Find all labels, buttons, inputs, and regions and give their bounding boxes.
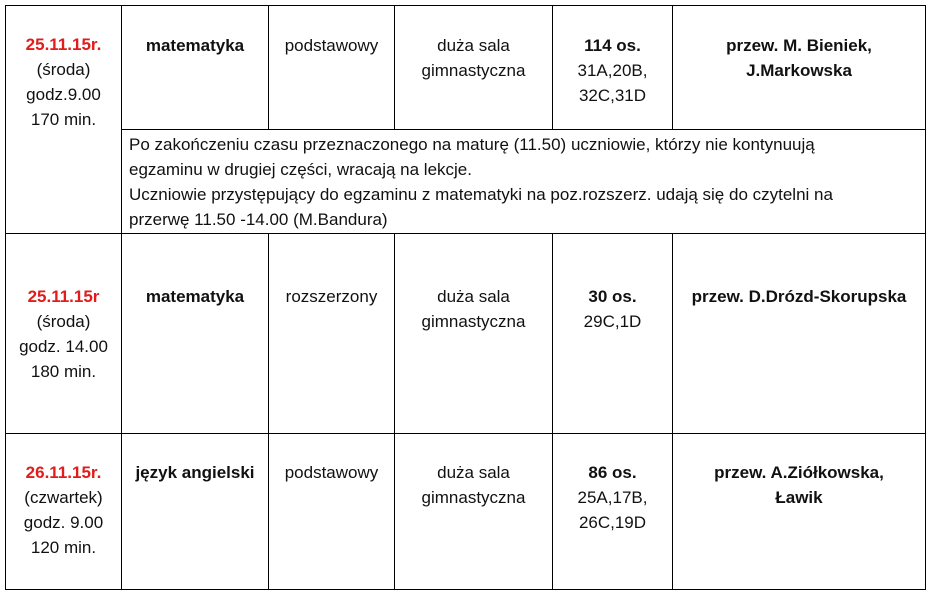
exam-subject: język angielski [135,463,255,482]
subject-cell [122,234,269,434]
exam-room: duża sala [437,287,510,306]
level-cell [269,234,395,434]
committee-chair: przew. A.Ziółkowska, [714,463,884,482]
level-cell [269,6,395,130]
class-list: 29C,1D [583,312,642,331]
note-line: przerwę 11.50 -14.00 (M.Bandura) [129,210,388,229]
exam-room: duża sala [437,36,510,55]
exam-schedule-table [5,5,926,590]
student-count: 86 os. [588,463,637,482]
room-cell [395,6,553,130]
students-cell [553,234,673,434]
exam-day: (czwartek) [24,488,103,507]
exam-subject: matematyka [145,287,245,306]
class-list-line2: 32C,31D [578,86,647,105]
exam-subject: matematyka [145,36,245,55]
exam-date: 26.11.15r. [25,463,102,482]
exam-day: (środa) [36,60,91,79]
note-row [6,130,926,234]
committee-chair: przew. M. Bieniek, [726,36,872,55]
student-count: 114 os. [584,36,641,55]
class-list: 25A,17B, [577,488,648,507]
subject-cell [122,6,269,130]
committee-chair: przew. D.Drózd-Skorupska [691,287,907,306]
date-cell [6,234,122,434]
exam-date: 25.11.15r [27,287,100,306]
class-list-line2: 26C,19D [578,513,647,532]
exam-room-line2: gimnastyczna [421,61,526,80]
exam-room-line2: gimnastyczna [421,488,526,507]
exam-time: godz.9.00 [26,85,101,104]
students-cell [553,434,673,590]
table-row [6,434,926,590]
exam-level: podstawowy [284,36,379,55]
date-cell [6,434,122,590]
exam-duration: 180 min. [30,362,97,381]
committee-chair-line2: J.Markowska [746,61,852,80]
exam-level: rozszerzony [285,287,378,306]
student-count: 30 os. [588,287,637,306]
committee-chair-line2: Ławik [775,488,823,507]
exam-time: godz. 9.00 [23,513,104,532]
exam-room-line2: gimnastyczna [421,312,526,331]
exam-date: 25.11.15r. [25,35,102,54]
room-cell [395,434,553,590]
exam-duration: 170 min. [30,110,97,129]
students-cell [553,6,673,130]
chair-cell [673,434,926,590]
chair-cell [673,234,926,434]
exam-duration: 120 min. [30,538,97,557]
exam-day: (środa) [36,312,91,331]
date-cell [6,6,122,234]
exam-room: duża sala [437,463,510,482]
table-row [6,234,926,434]
room-cell [395,234,553,434]
note-cell [122,130,926,234]
note-line: Po zakończeniu czasu przeznaczonego na maturę (11.50) uczniowie, którzy nie kontynuują [129,135,815,154]
exam-time: godz. 14.00 [19,337,108,356]
note-line: Uczniowie przystępujący do egzaminu z matematyki na poz.rozszerz. udają się do czytelni na [129,185,833,204]
exam-level: podstawowy [284,463,379,482]
note-line: egzaminu w drugiej części, wracają na lekcje. [129,160,472,179]
level-cell [269,434,395,590]
table-row [6,6,926,130]
chair-cell [673,6,926,130]
class-list: 31A,20B, [577,61,648,80]
subject-cell [122,434,269,590]
